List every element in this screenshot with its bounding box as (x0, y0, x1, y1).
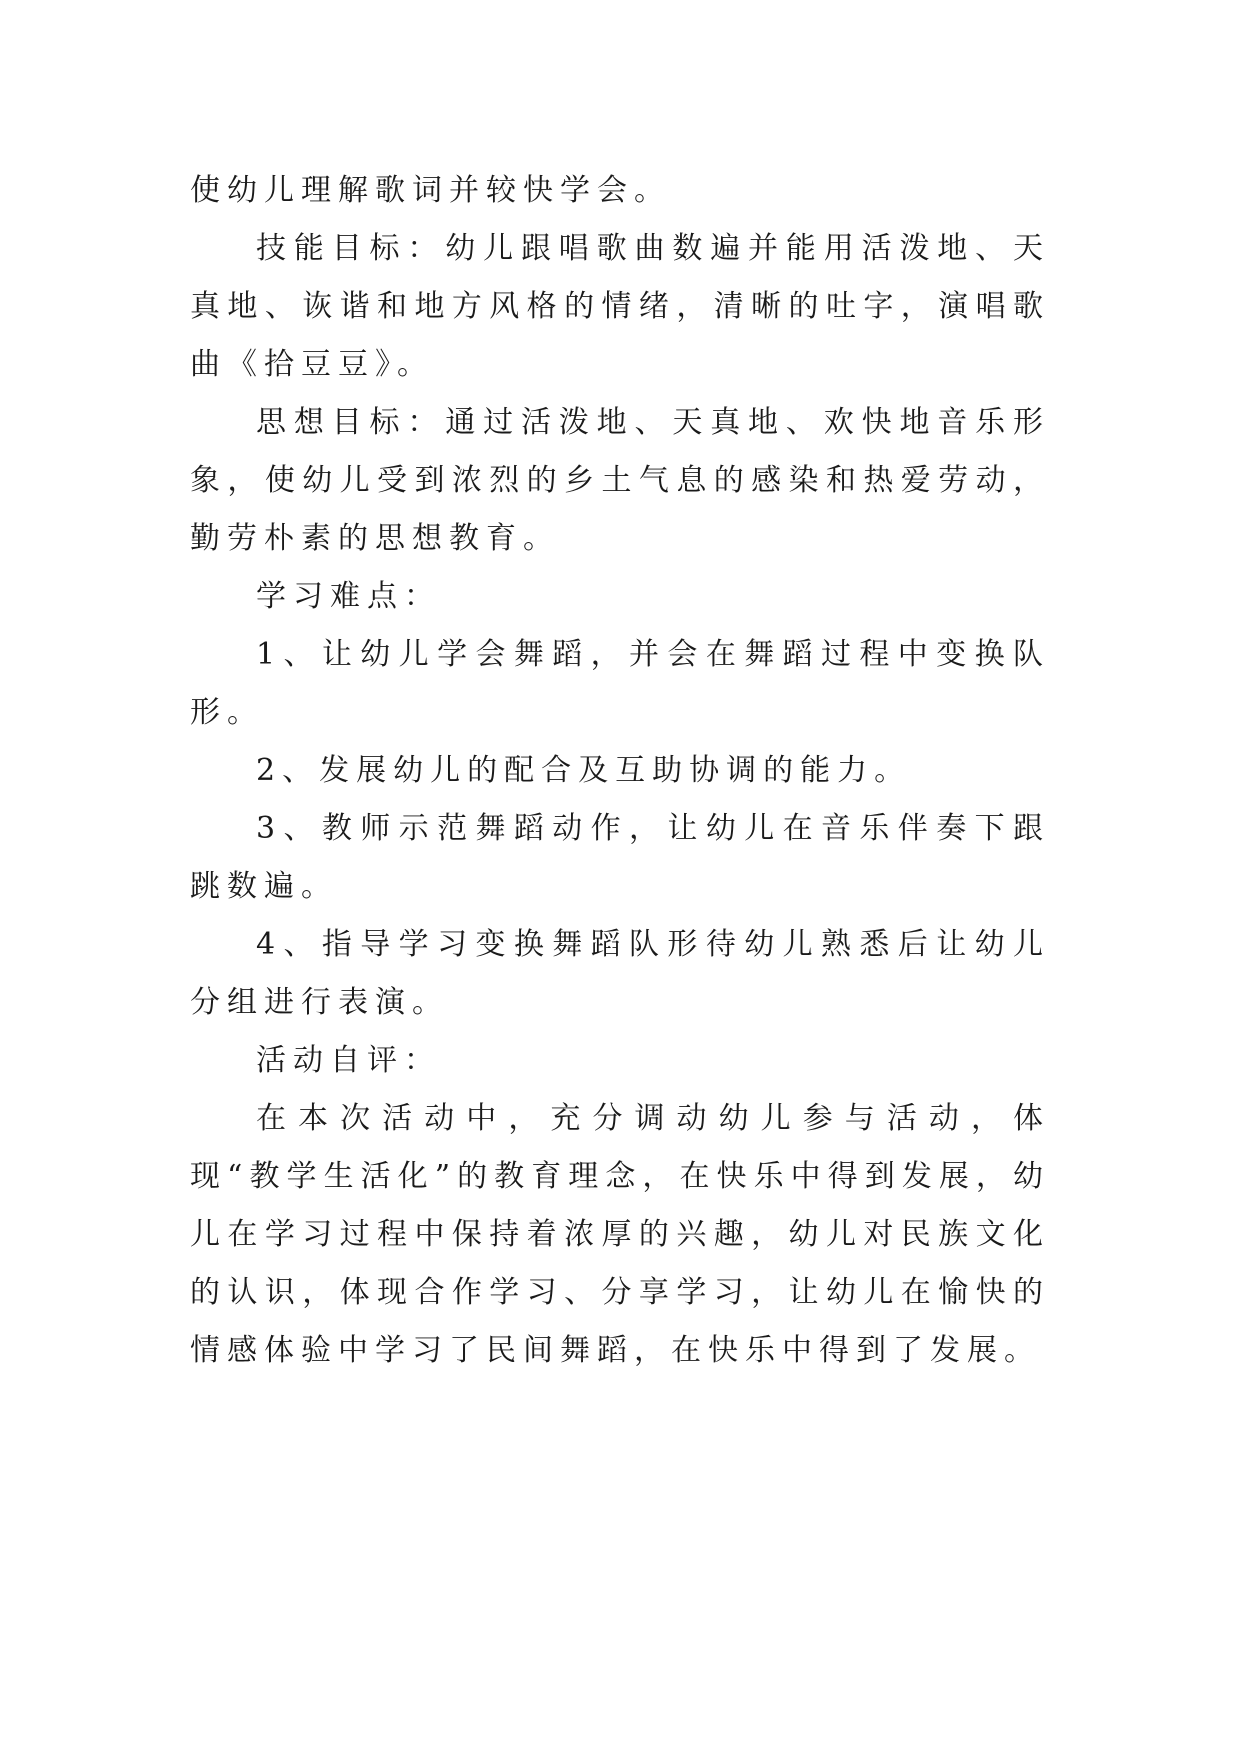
list-item-4: 4、指导学习变换舞蹈队形待幼儿熟悉后让幼儿分组进行表演。 (190, 927, 1050, 1020)
paragraph-thought-goal: 思想目标：通过活泼地、天真地、欢快地音乐形象，使幼儿受到浓烈的乡土气息的感染和热爱劳动，勤劳朴素的思想教育。 (190, 405, 1050, 556)
list-item-3: 3、教师示范舞蹈动作，让幼儿在音乐伴奏下跟跳数遍。 (190, 811, 1050, 904)
heading-self-evaluation: 活动自评： (256, 1043, 441, 1078)
paragraph-continuation: 使幼儿理解歌词并较快学会。 (190, 173, 671, 208)
list-item-2: 2、发展幼儿的配合及互助协调的能力。 (256, 753, 912, 788)
heading-learning-difficulties: 学习难点： (256, 579, 441, 614)
paragraph-skill-goal: 技能目标：幼儿跟唱歌曲数遍并能用活泼地、天真地、诙谐和地方风格的情绪，清晰的吐字，演唱歌曲《拾豆豆》。 (190, 231, 1050, 382)
document-body (190, 162, 1050, 1380)
list-item-1: 1、让幼儿学会舞蹈，并会在舞蹈过程中变换队形。 (190, 637, 1050, 730)
paragraph-self-evaluation: 在本次活动中，充分调动幼儿参与活动，体现“教学生活化”的教育理念，在快乐中得到发展，幼儿在学习过程中保持着浓厚的兴趣，幼儿对民族文化的认识，体现合作学习、分享学习，让幼儿在愉快的情感体验中学习了民间舞蹈，在快乐中得到了发展。 (190, 1101, 1050, 1368)
